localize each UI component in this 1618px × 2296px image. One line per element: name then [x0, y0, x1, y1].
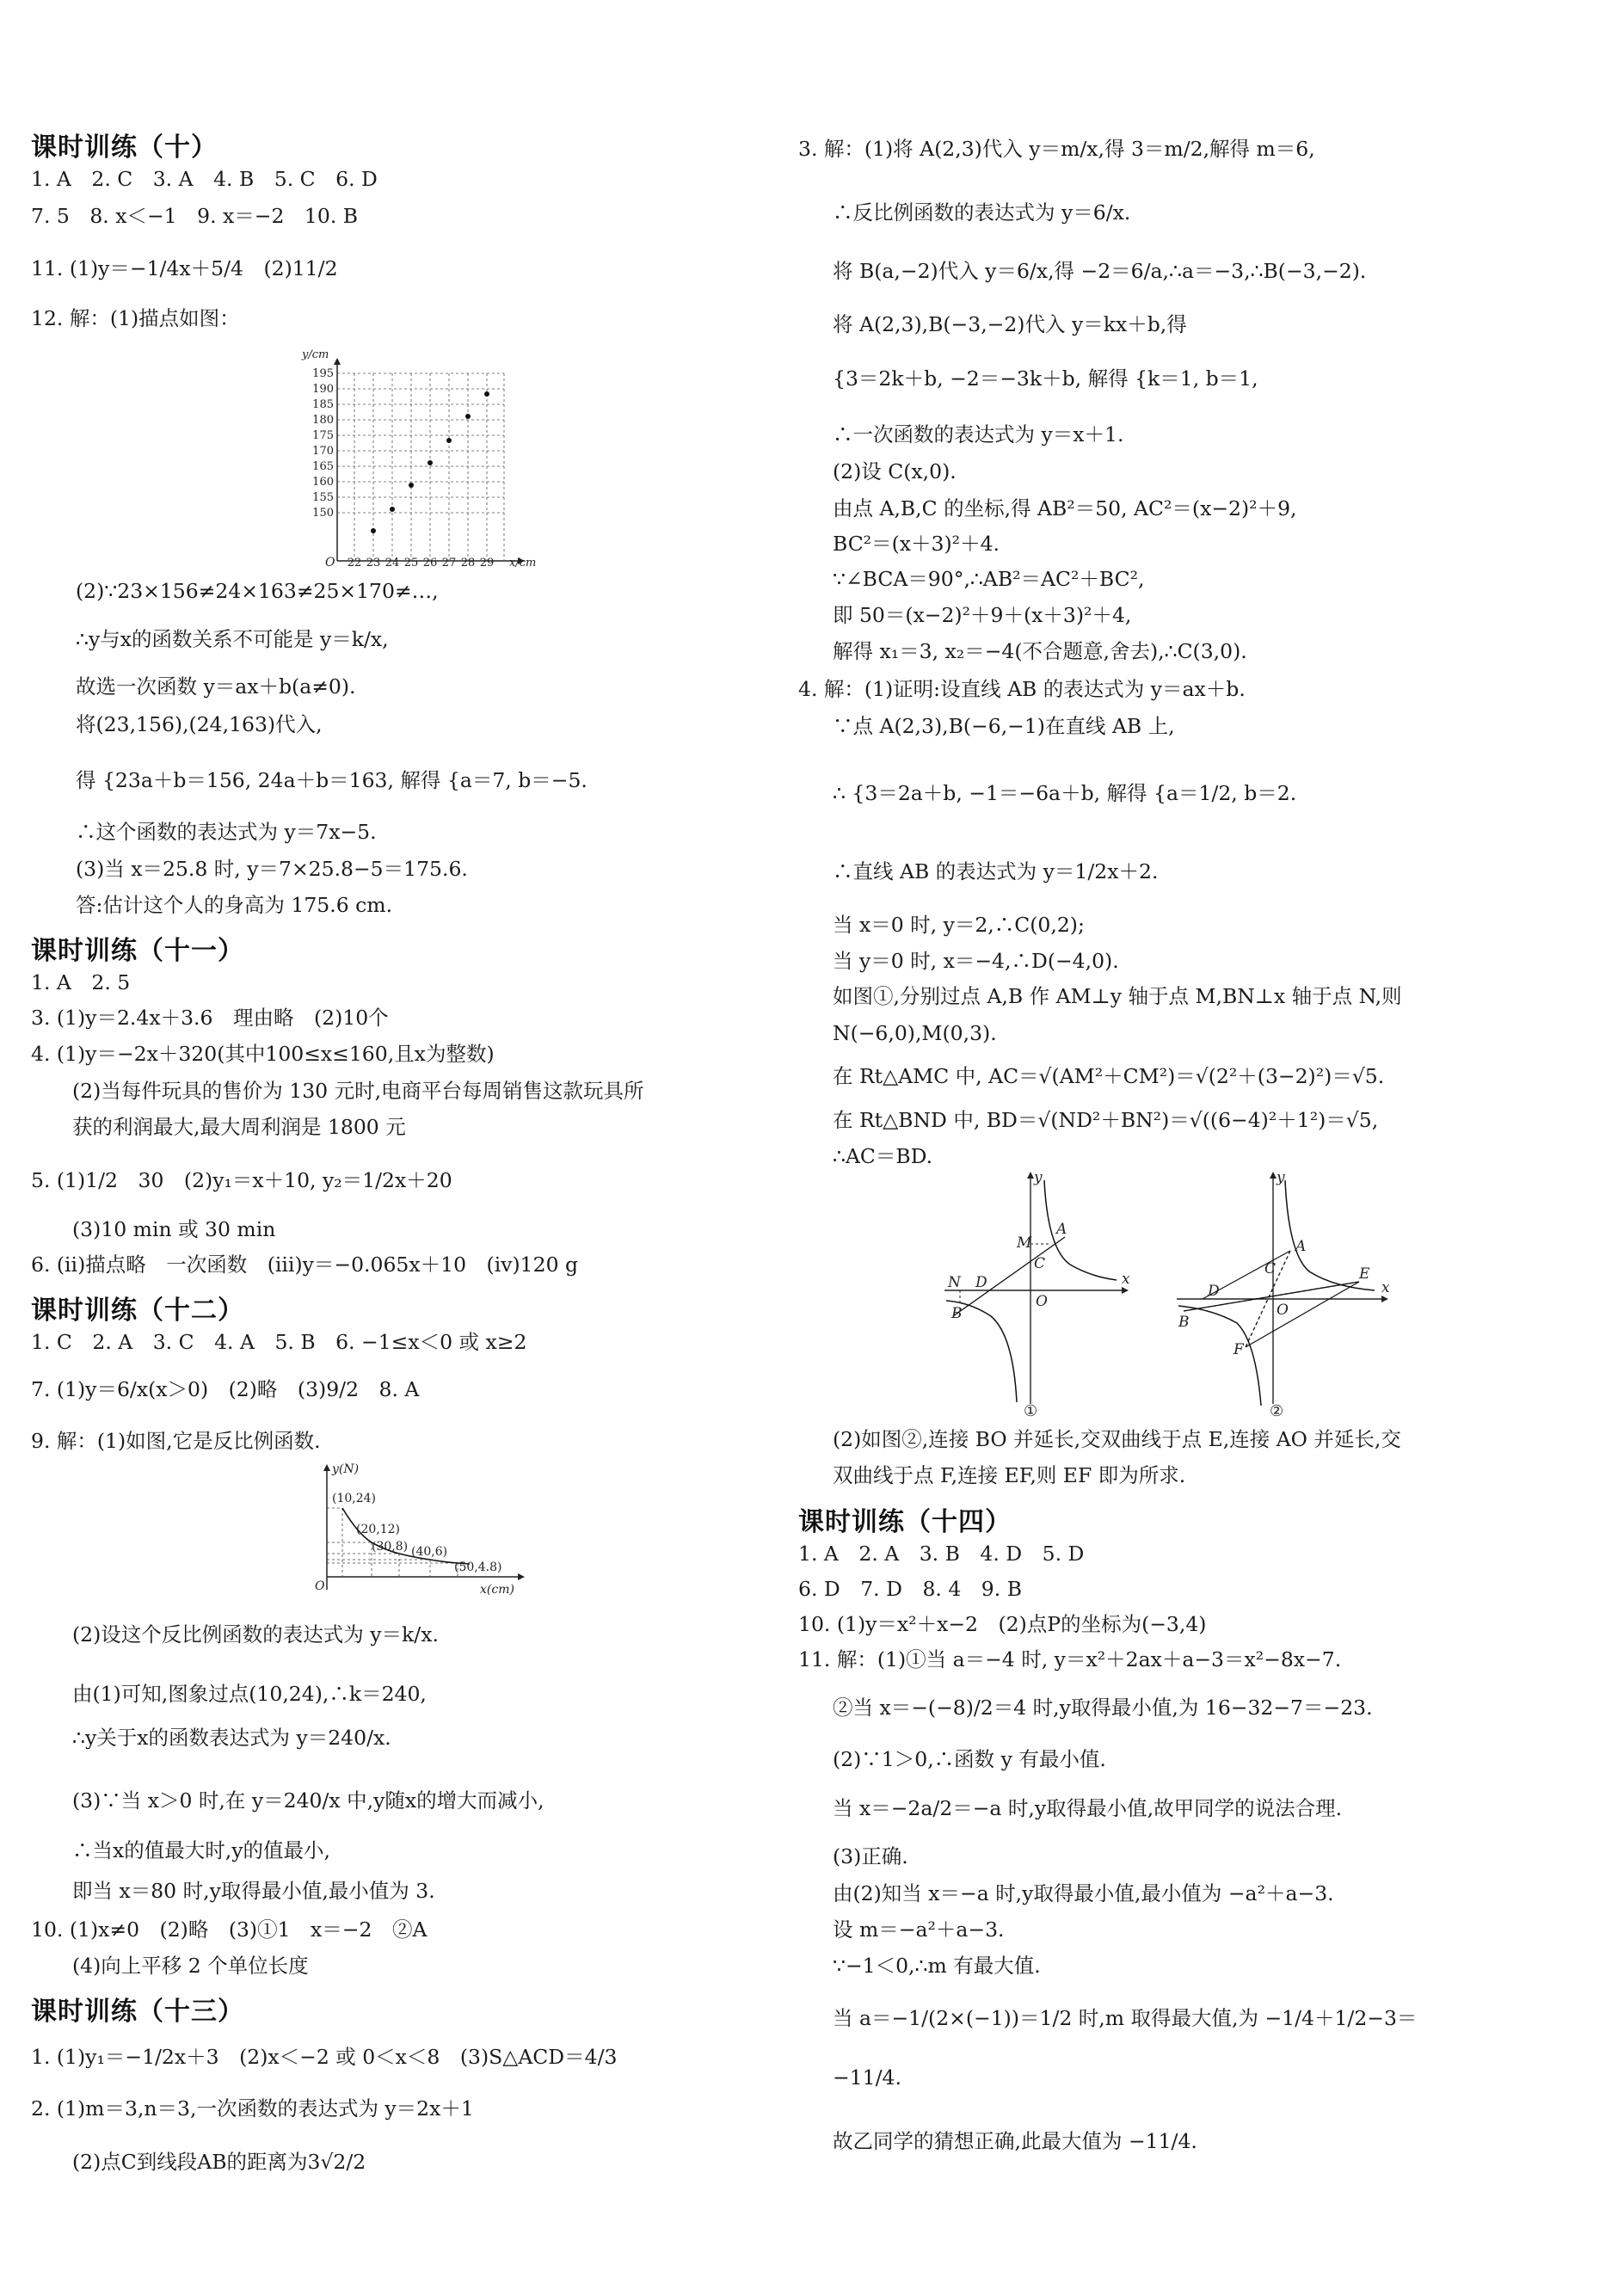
answer-line: (3)当 x＝25.8 时, y＝7×25.8−5＝175.6.: [76, 857, 468, 881]
answer-line: 1. (1)y₁＝−1/2x＋3 (2)x＜−2 或 0＜x＜8 (3)S△ACD＝4/3: [31, 2045, 618, 2069]
answer-line: 7. (1)y＝6/x(x＞0) (2)略 (3)9/2 8. A: [31, 1377, 420, 1401]
y-tick: 170: [312, 445, 334, 458]
answer-line: 即 50＝(x−2)²＋9＋(x＋3)²＋4,: [833, 603, 1132, 627]
fig2-label: C: [1264, 1260, 1277, 1277]
fig2-label: D: [1208, 1283, 1220, 1300]
answer-line: 设 m＝−a²＋a−3.: [833, 1917, 1005, 1942]
answer-line: 11. (1)y＝−1/4x＋5/4 (2)11/2: [31, 256, 338, 280]
answer-line: 3. 解：(1)将 A(2,3)代入 y＝m/x,得 3＝m/2,解得 m＝6,: [798, 137, 1315, 161]
point-label: (40,6): [411, 1545, 448, 1559]
height-scatter-figure: [263, 346, 547, 569]
answer-line: 双曲线于点 F,连接 EF,则 EF 即为所求.: [833, 1463, 1186, 1487]
figure-2: [1177, 1172, 1390, 1420]
answer-line: ∵∠BCA＝90°,∴AB²＝AC²＋BC²,: [833, 567, 1145, 591]
x-tick: 27: [441, 557, 457, 569]
answer-line: ∴y与x的函数关系不可能是 y＝k/x,: [76, 627, 389, 651]
y-tick: 195: [312, 367, 334, 380]
answer-line: 故乙同学的猜想正确,此最大值为 −11/4.: [833, 2129, 1197, 2153]
answer-line: 7. 5 8. x＜−1 9. x＝−2 10. B: [31, 204, 359, 228]
answer-line: 12. 解：(1)描点如图：: [31, 306, 240, 330]
fig2-label: F: [1233, 1341, 1244, 1358]
answer-line: 故选一次函数 y＝ax＋b(a≠0).: [76, 674, 356, 699]
answer-line: (2)∵1＞0,∴函数 y 有最小值.: [833, 1747, 1106, 1771]
answer-line: 3. (1)y＝2.4x＋3.6 理由略 (2)10个: [31, 1006, 389, 1030]
answer-line: (2)设这个反比例函数的表达式为 y＝k/x.: [72, 1622, 439, 1647]
answer-line: 解得 x₁＝3, x₂＝−4(不合题意,舍去),∴C(3,0).: [833, 639, 1247, 663]
inverse-function-figure: [289, 1461, 547, 1598]
section-title-14: 课时训练（十四）: [798, 1507, 1012, 1537]
x-tick: 23: [366, 557, 381, 569]
section-title-10: 课时训练（十）: [31, 132, 218, 163]
fig1-label: x: [1122, 1271, 1130, 1288]
answer-line: BC²＝(x＋3)²＋4.: [833, 532, 1000, 556]
answer-line: 当 x＝−2a/2＝−a 时,y取得最小值,故甲同学的说法合理.: [833, 1796, 1343, 1820]
x-axis-label: x/cm: [509, 557, 537, 569]
hyperbola-svg: [944, 1172, 1392, 1421]
y-tick: 185: [312, 398, 334, 411]
y-axis-label: y/cm: [302, 348, 329, 361]
fig1-label: A: [1056, 1221, 1067, 1238]
answer-line: ∴当x的值最大时,y的值最小,: [72, 1838, 330, 1862]
answer-line: 1. C 2. A 3. C 4. A 5. B 6. −1≤x＜0 或 x≥2: [31, 1330, 527, 1354]
fig2-label: y: [1277, 1172, 1285, 1186]
answer-line: 6. D 7. D 8. 4 9. B: [798, 1577, 1022, 1601]
point-label: (30,8): [372, 1540, 409, 1554]
data-points: [371, 391, 489, 533]
y-tick: 160: [312, 476, 334, 489]
fig2-label: O: [1277, 1302, 1289, 1319]
answer-line: (2)设 C(x,0).: [833, 459, 957, 483]
answer-line: (2)如图②,连接 BO 并延长,交双曲线于点 E,连接 AO 并延长,交: [833, 1427, 1401, 1451]
y-tick: 150: [312, 507, 334, 520]
answer-line: (3)正确.: [833, 1844, 908, 1868]
y-tick: 180: [312, 414, 334, 427]
answer-line: 当 y＝0 时, x＝−4,∴D(−4,0).: [833, 949, 1119, 973]
answer-line: ∴直线 AB 的表达式为 y＝1/2x＋2.: [833, 859, 1159, 883]
fig2-label: B: [1178, 1314, 1190, 1331]
figure-1-caption: ①: [1024, 1402, 1038, 1420]
y-tick: 175: [312, 429, 334, 442]
answer-line: 将 A(2,3),B(−3,−2)代入 y＝kx＋b,得: [833, 312, 1187, 336]
x-tick: 24: [385, 557, 400, 569]
answer-line: (3)∵当 x＞0 时,在 y＝240/x 中,y随x的增大而减小,: [72, 1788, 544, 1813]
answer-line: 由点 A,B,C 的坐标,得 AB²＝50, AC²＝(x−2)²＋9,: [833, 496, 1297, 520]
answer-line: 获的利润最大,最大周利润是 1800 元: [72, 1115, 406, 1139]
answer-line: ∵−1＜0,∴m 有最大值.: [833, 1954, 1041, 1978]
fig1-label: D: [975, 1274, 987, 1291]
answer-line: ∵点 A(2,3),B(−6,−1)在直线 AB 上,: [833, 714, 1175, 738]
hyperbola-figures: [944, 1172, 1392, 1421]
answer-line: 答:估计这个人的身高为 175.6 cm.: [76, 893, 393, 917]
answer-line: 1. A 2. C 3. A 4. B 5. C 6. D: [31, 167, 378, 191]
fig2-label: A: [1295, 1238, 1307, 1255]
answer-line: N(−6,0),M(0,3).: [833, 1021, 997, 1045]
x-tick: 26: [422, 557, 438, 569]
x-tick: 28: [460, 557, 476, 569]
answer-line: (2)点C到线段AB的距离为3√2/2: [72, 2150, 366, 2174]
x-tick: 25: [403, 557, 419, 569]
answer-line: ②当 x＝−(−8)/2＝4 时,y取得最小值,为 16−32−7＝−23.: [833, 1696, 1373, 1720]
answer-line: (4)向上平移 2 个单位长度: [72, 1954, 309, 1978]
x-axis-label: x(cm): [480, 1583, 514, 1597]
y-axis-label: y(N): [332, 1462, 360, 1476]
fig1-label: B: [951, 1305, 963, 1322]
answer-line: 得 {23a＋b＝156, 24a＋b＝163, 解得 {a＝7, b＝−5.: [76, 768, 588, 792]
answer-line: 10. (1)y＝x²＋x−2 (2)点P的坐标为(−3,4): [798, 1612, 1207, 1636]
point-label: (50,4.8): [454, 1560, 502, 1574]
y-tick: 155: [312, 491, 334, 504]
x-tick: 29: [479, 557, 495, 569]
y-tick: 190: [312, 383, 334, 396]
fig1-label: M: [1017, 1234, 1032, 1252]
y-tick: 165: [312, 460, 334, 473]
answer-line: 2. (1)m＝3,n＝3,一次函数的表达式为 y＝2x＋1: [31, 2096, 474, 2121]
fig1-label: y: [1034, 1172, 1043, 1186]
answer-line: ∴这个函数的表达式为 y＝7x−5.: [76, 820, 377, 844]
section-title-13: 课时训练（十三）: [31, 1997, 244, 2027]
origin-label: O: [315, 1579, 325, 1593]
origin-label: O: [325, 556, 335, 569]
inverse-function-svg: [289, 1461, 547, 1598]
answer-line: 由(2)知当 x＝−a 时,y取得最小值,最小值为 −a²＋a−3.: [833, 1881, 1334, 1905]
answer-line: 6. (ⅱ)描点略 一次函数 (ⅲ)y＝−0.065x＋10 (ⅳ)120 g: [31, 1253, 579, 1277]
fig2-label: x: [1381, 1279, 1390, 1296]
answer-line: ∴一次函数的表达式为 y＝x＋1.: [833, 422, 1124, 446]
point-label: (10,24): [332, 1492, 377, 1505]
answer-line: −11/4.: [833, 2065, 901, 2090]
answer-line: ∴AC＝BD.: [833, 1144, 933, 1168]
grid-lines: [337, 373, 504, 561]
answer-line: ∴ {3＝2a＋b, −1＝−6a＋b, 解得 {a＝1/2, b＝2.: [833, 781, 1297, 805]
answer-line: ∴y关于x的函数表达式为 y＝240/x.: [72, 1726, 391, 1750]
answer-line: 将 B(a,−2)代入 y＝6/x,得 −2＝6/a,∴a＝−3,∴B(−3,−2).: [833, 259, 1367, 283]
point-label: (20,12): [356, 1523, 401, 1536]
section-title-11: 课时训练（十一）: [31, 936, 244, 966]
x-tick: 22: [347, 557, 362, 569]
answer-line: 如图①,分别过点 A,B 作 AM⊥y 轴于点 M,BN⊥x 轴于点 N,则: [833, 984, 1402, 1008]
answer-line: 1. A 2. 5: [31, 970, 131, 994]
fig1-label: O: [1036, 1293, 1048, 1310]
figure-2-caption: ②: [1270, 1402, 1284, 1420]
answer-line: {3＝2k＋b, −2＝−3k＋b, 解得 {k＝1, b＝1,: [833, 366, 1258, 391]
answer-line: 将(23,156),(24,163)代入,: [76, 712, 323, 736]
answer-line: 由(1)可知,图象过点(10,24),∴k＝240,: [72, 1682, 427, 1706]
answer-line: 5. (1)1/2 30 (2)y₁＝x＋10, y₂＝1/2x＋20: [31, 1168, 452, 1192]
answer-line: 当 x＝0 时, y＝2,∴C(0,2);: [833, 913, 1085, 937]
fig1-label: N: [948, 1274, 961, 1291]
answer-line: 1. A 2. A 3. B 4. D 5. D: [798, 1542, 1085, 1566]
answer-line: 11. 解：(1)①当 a＝−4 时, y＝x²＋2ax＋a−3＝x²−8x−7.: [798, 1647, 1342, 1671]
height-scatter-svg: [263, 346, 547, 569]
answer-line: (3)10 min 或 30 min: [72, 1217, 276, 1241]
answer-line: 在 Rt△AMC 中, AC＝√(AM²＋CM²)＝√(2²＋(3−2)²)＝√5.: [833, 1064, 1385, 1088]
fig1-label: C: [1034, 1255, 1046, 1272]
answer-line: 9. 解：(1)如图,它是反比例函数.: [31, 1429, 321, 1453]
answer-line: 4. 解：(1)证明:设直线 AB 的表达式为 y＝ax＋b.: [798, 677, 1246, 701]
fig2-label: E: [1359, 1265, 1370, 1283]
answer-line: ∴反比例函数的表达式为 y＝6/x.: [833, 200, 1131, 225]
answer-line: 10. (1)x≠0 (2)略 (3)①1 x＝−2 ②A: [31, 1917, 428, 1942]
section-title-12: 课时训练（十二）: [31, 1296, 244, 1326]
answer-line: 当 a＝−1/(2×(−1))＝1/2 时,m 取得最大值,为 −1/4＋1/2−3＝: [833, 2006, 1418, 2030]
answer-line: (2)∵23×156≠24×163≠25×170≠…,: [76, 579, 439, 603]
answer-line: 在 Rt△BND 中, BD＝√(ND²＋BN²)＝√((6−4)²＋1²)＝√5,: [833, 1108, 1379, 1132]
answer-line: 即当 x＝80 时,y取得最小值,最小值为 3.: [72, 1879, 435, 1903]
answer-line: (2)当每件玩具的售价为 130 元时,电商平台每周销售这款玩具所: [72, 1079, 644, 1103]
figure-1: [944, 1172, 1130, 1420]
answer-line: 4. (1)y＝−2x＋320(其中100≤x≤160,且x为整数): [31, 1042, 495, 1066]
